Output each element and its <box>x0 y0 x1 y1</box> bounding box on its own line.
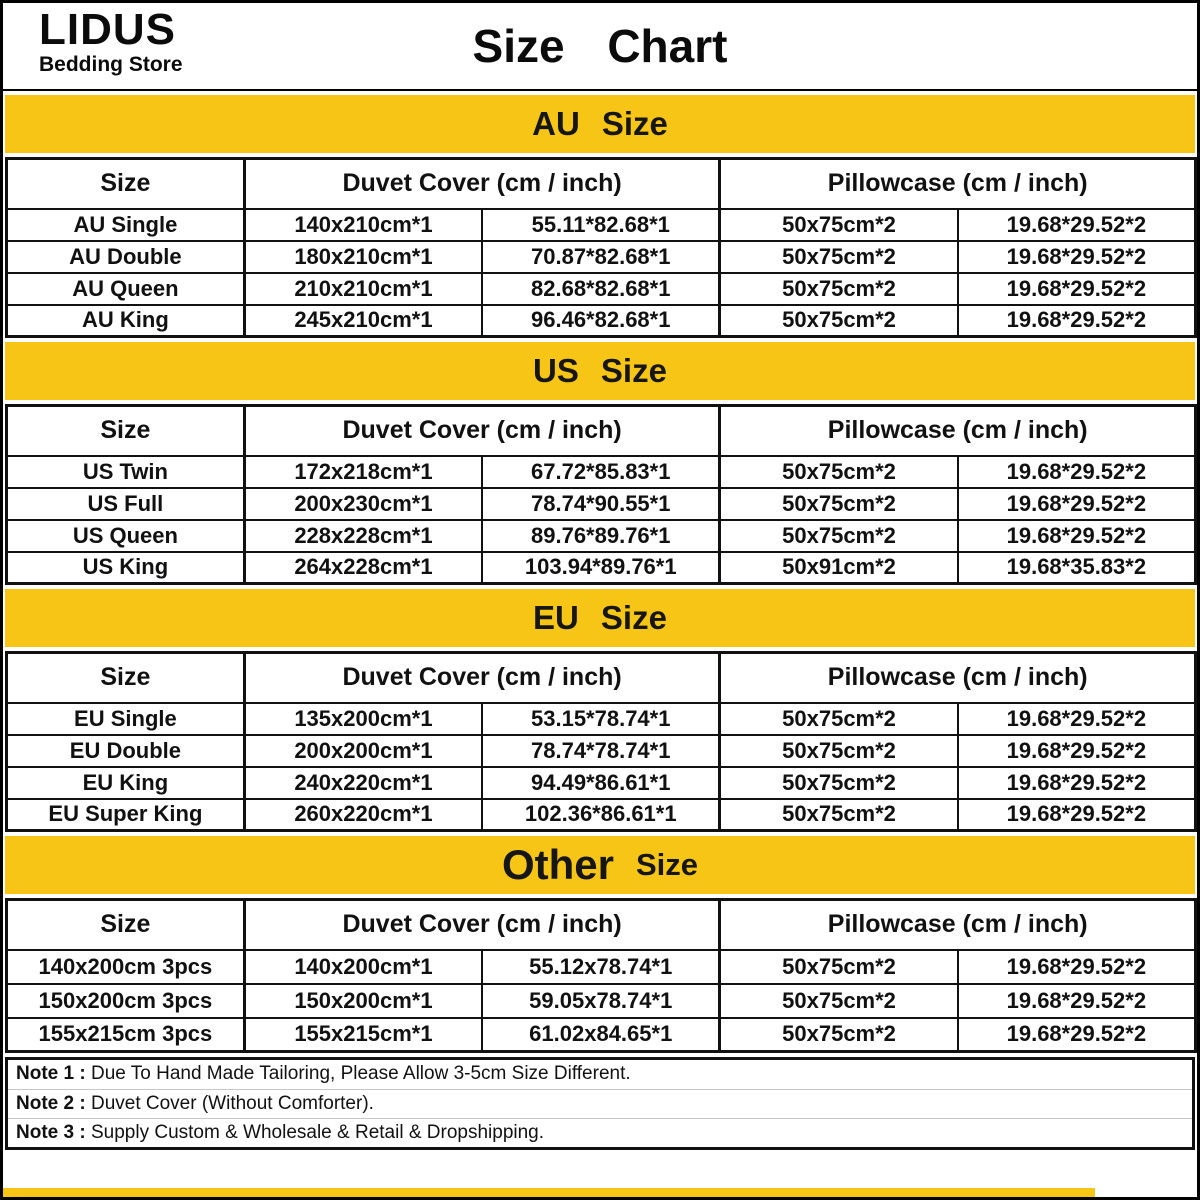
table-row <box>7 950 1196 984</box>
cell-duvet-cm: 150x200cm*1 <box>244 984 482 1018</box>
cell-duvet-cm: 140x210cm*1 <box>244 209 482 241</box>
cell-size: AU Single <box>7 209 245 241</box>
note-row <box>8 1118 1192 1147</box>
cell-duvet-cm: 140x200cm*1 <box>244 950 482 984</box>
column-header-size: Size <box>7 406 245 456</box>
cell-pillow-inch: 19.68*29.52*2 <box>958 703 1196 735</box>
cell-pillow-inch: 19.68*29.52*2 <box>958 520 1196 552</box>
cell-duvet-cm: 260x220cm*1 <box>244 799 482 831</box>
cell-duvet-cm: 200x230cm*1 <box>244 488 482 520</box>
store-name: LIDUS <box>39 5 176 54</box>
section-banner-us <box>5 342 1195 400</box>
cell-duvet-inch: 55.11*82.68*1 <box>482 209 720 241</box>
cell-duvet-cm: 228x228cm*1 <box>244 520 482 552</box>
cell-size: 140x200cm 3pcs <box>7 950 245 984</box>
table-row <box>7 703 1196 735</box>
table-row <box>7 799 1196 831</box>
cell-duvet-cm: 264x228cm*1 <box>244 552 482 584</box>
banner-region-label: Other <box>501 841 614 888</box>
cell-duvet-cm: 155x215cm*1 <box>244 1018 482 1052</box>
cell-size: US Full <box>7 488 245 520</box>
cell-pillow-cm: 50x75cm*2 <box>720 703 958 735</box>
cell-duvet-cm: 245x210cm*1 <box>244 305 482 337</box>
cell-duvet-inch: 89.76*89.76*1 <box>482 520 720 552</box>
au-size-table <box>5 157 1197 338</box>
cell-duvet-inch: 53.15*78.74*1 <box>482 703 720 735</box>
table-row <box>7 520 1196 552</box>
cell-pillow-inch: 19.68*29.52*2 <box>958 767 1196 799</box>
cell-duvet-cm: 172x218cm*1 <box>244 456 482 488</box>
cell-duvet-cm: 135x200cm*1 <box>244 703 482 735</box>
cell-size: AU Queen <box>7 273 245 305</box>
note-label: Note 2 : <box>16 1093 86 1114</box>
store-logo <box>39 5 183 76</box>
column-header-size: Size <box>7 900 245 950</box>
table-header-row <box>7 159 1196 209</box>
cell-pillow-inch: 19.68*29.52*2 <box>958 241 1196 273</box>
table-row <box>7 552 1196 584</box>
section-banner-eu <box>5 589 1195 647</box>
banner-size-label: Size <box>601 105 668 142</box>
cell-pillow-cm: 50x75cm*2 <box>720 520 958 552</box>
cell-size: EU Super King <box>7 799 245 831</box>
table-row <box>7 273 1196 305</box>
cell-pillow-cm: 50x75cm*2 <box>720 273 958 305</box>
cell-pillow-cm: 50x75cm*2 <box>720 799 958 831</box>
cell-duvet-cm: 180x210cm*1 <box>244 241 482 273</box>
cell-size: AU King <box>7 305 245 337</box>
table-row <box>7 984 1196 1018</box>
cell-size: EU Single <box>7 703 245 735</box>
cell-pillow-cm: 50x75cm*2 <box>720 488 958 520</box>
cell-duvet-inch: 102.36*86.61*1 <box>482 799 720 831</box>
note-text: Supply Custom & Wholesale & Retail & Dropshipping. <box>90 1122 545 1143</box>
other-size-table <box>5 898 1197 1053</box>
cell-duvet-cm: 210x210cm*1 <box>244 273 482 305</box>
bottom-yellow-strip <box>3 1188 1095 1197</box>
table-row <box>7 241 1196 273</box>
column-header-duvet: Duvet Cover (cm / inch) <box>244 159 720 209</box>
cell-pillow-inch: 19.68*29.52*2 <box>958 488 1196 520</box>
section-banner-au <box>5 95 1195 153</box>
table-header-row <box>7 900 1196 950</box>
us-size-table <box>5 404 1197 585</box>
page-header <box>3 3 1197 91</box>
cell-size: US King <box>7 552 245 584</box>
column-header-size: Size <box>7 159 245 209</box>
cell-duvet-inch: 55.12x78.74*1 <box>482 950 720 984</box>
banner-size-label: Size <box>600 352 667 389</box>
note-label: Note 1 : <box>16 1063 86 1084</box>
cell-duvet-inch: 61.02x84.65*1 <box>482 1018 720 1052</box>
note-row <box>8 1089 1192 1118</box>
eu-size-table <box>5 651 1197 832</box>
cell-duvet-inch: 59.05x78.74*1 <box>482 984 720 1018</box>
table-row <box>7 456 1196 488</box>
table-row <box>7 735 1196 767</box>
notes-block <box>5 1057 1195 1150</box>
table-row <box>7 767 1196 799</box>
table-row <box>7 1018 1196 1052</box>
column-header-duvet: Duvet Cover (cm / inch) <box>244 900 720 950</box>
cell-duvet-inch: 78.74*78.74*1 <box>482 735 720 767</box>
cell-duvet-cm: 200x200cm*1 <box>244 735 482 767</box>
table-row <box>7 209 1196 241</box>
column-header-duvet: Duvet Cover (cm / inch) <box>244 653 720 703</box>
cell-pillow-inch: 19.68*29.52*2 <box>958 735 1196 767</box>
cell-size: AU Double <box>7 241 245 273</box>
banner-size-label: Size <box>635 847 699 882</box>
cell-pillow-cm: 50x75cm*2 <box>720 456 958 488</box>
cell-pillow-cm: 50x75cm*2 <box>720 735 958 767</box>
cell-pillow-cm: 50x75cm*2 <box>720 950 958 984</box>
note-text: Duvet Cover (Without Comforter). <box>90 1093 374 1114</box>
column-header-size: Size <box>7 653 245 703</box>
cell-duvet-inch: 70.87*82.68*1 <box>482 241 720 273</box>
cell-pillow-inch: 19.68*29.52*2 <box>958 950 1196 984</box>
note-label: Note 3 : <box>16 1122 86 1143</box>
table-row <box>7 488 1196 520</box>
cell-size: 150x200cm 3pcs <box>7 984 245 1018</box>
cell-pillow-inch: 19.68*29.52*2 <box>958 456 1196 488</box>
cell-size: US Twin <box>7 456 245 488</box>
cell-duvet-inch: 96.46*82.68*1 <box>482 305 720 337</box>
cell-pillow-cm: 50x75cm*2 <box>720 1018 958 1052</box>
note-text: Due To Hand Made Tailoring, Please Allow 3-5cm Size Different. <box>90 1063 631 1084</box>
cell-duvet-inch: 94.49*86.61*1 <box>482 767 720 799</box>
page-title: Size Chart <box>472 20 728 72</box>
cell-pillow-cm: 50x91cm*2 <box>720 552 958 584</box>
column-header-pillowcase: Pillowcase (cm / inch) <box>720 653 1196 703</box>
table-row <box>7 305 1196 337</box>
table-header-row <box>7 653 1196 703</box>
cell-pillow-inch: 19.68*29.52*2 <box>958 209 1196 241</box>
cell-pillow-inch: 19.68*29.52*2 <box>958 984 1196 1018</box>
cell-pillow-cm: 50x75cm*2 <box>720 209 958 241</box>
column-header-pillowcase: Pillowcase (cm / inch) <box>720 159 1196 209</box>
note-row <box>8 1060 1192 1089</box>
cell-pillow-inch: 19.68*29.52*2 <box>958 273 1196 305</box>
store-subtitle: Bedding Store <box>39 53 183 76</box>
cell-pillow-cm: 50x75cm*2 <box>720 984 958 1018</box>
cell-pillow-cm: 50x75cm*2 <box>720 767 958 799</box>
section-banner-other <box>5 836 1195 894</box>
cell-pillow-cm: 50x75cm*2 <box>720 305 958 337</box>
column-header-pillowcase: Pillowcase (cm / inch) <box>720 406 1196 456</box>
banner-region-label: EU <box>533 599 579 636</box>
banner-region-label: AU <box>532 105 580 142</box>
banner-region-label: US <box>533 352 579 389</box>
cell-duvet-inch: 103.94*89.76*1 <box>482 552 720 584</box>
cell-pillow-inch: 19.68*29.52*2 <box>958 305 1196 337</box>
cell-size: US Queen <box>7 520 245 552</box>
column-header-duvet: Duvet Cover (cm / inch) <box>244 406 720 456</box>
cell-size: EU Double <box>7 735 245 767</box>
cell-duvet-inch: 67.72*85.83*1 <box>482 456 720 488</box>
column-header-pillowcase: Pillowcase (cm / inch) <box>720 900 1196 950</box>
cell-pillow-inch: 19.68*29.52*2 <box>958 1018 1196 1052</box>
table-header-row <box>7 406 1196 456</box>
cell-duvet-inch: 82.68*82.68*1 <box>482 273 720 305</box>
cell-pillow-inch: 19.68*29.52*2 <box>958 799 1196 831</box>
cell-duvet-inch: 78.74*90.55*1 <box>482 488 720 520</box>
banner-size-label: Size <box>600 599 667 636</box>
cell-pillow-cm: 50x75cm*2 <box>720 241 958 273</box>
cell-size: 155x215cm 3pcs <box>7 1018 245 1052</box>
cell-size: EU King <box>7 767 245 799</box>
cell-duvet-cm: 240x220cm*1 <box>244 767 482 799</box>
cell-pillow-inch: 19.68*35.83*2 <box>958 552 1196 584</box>
